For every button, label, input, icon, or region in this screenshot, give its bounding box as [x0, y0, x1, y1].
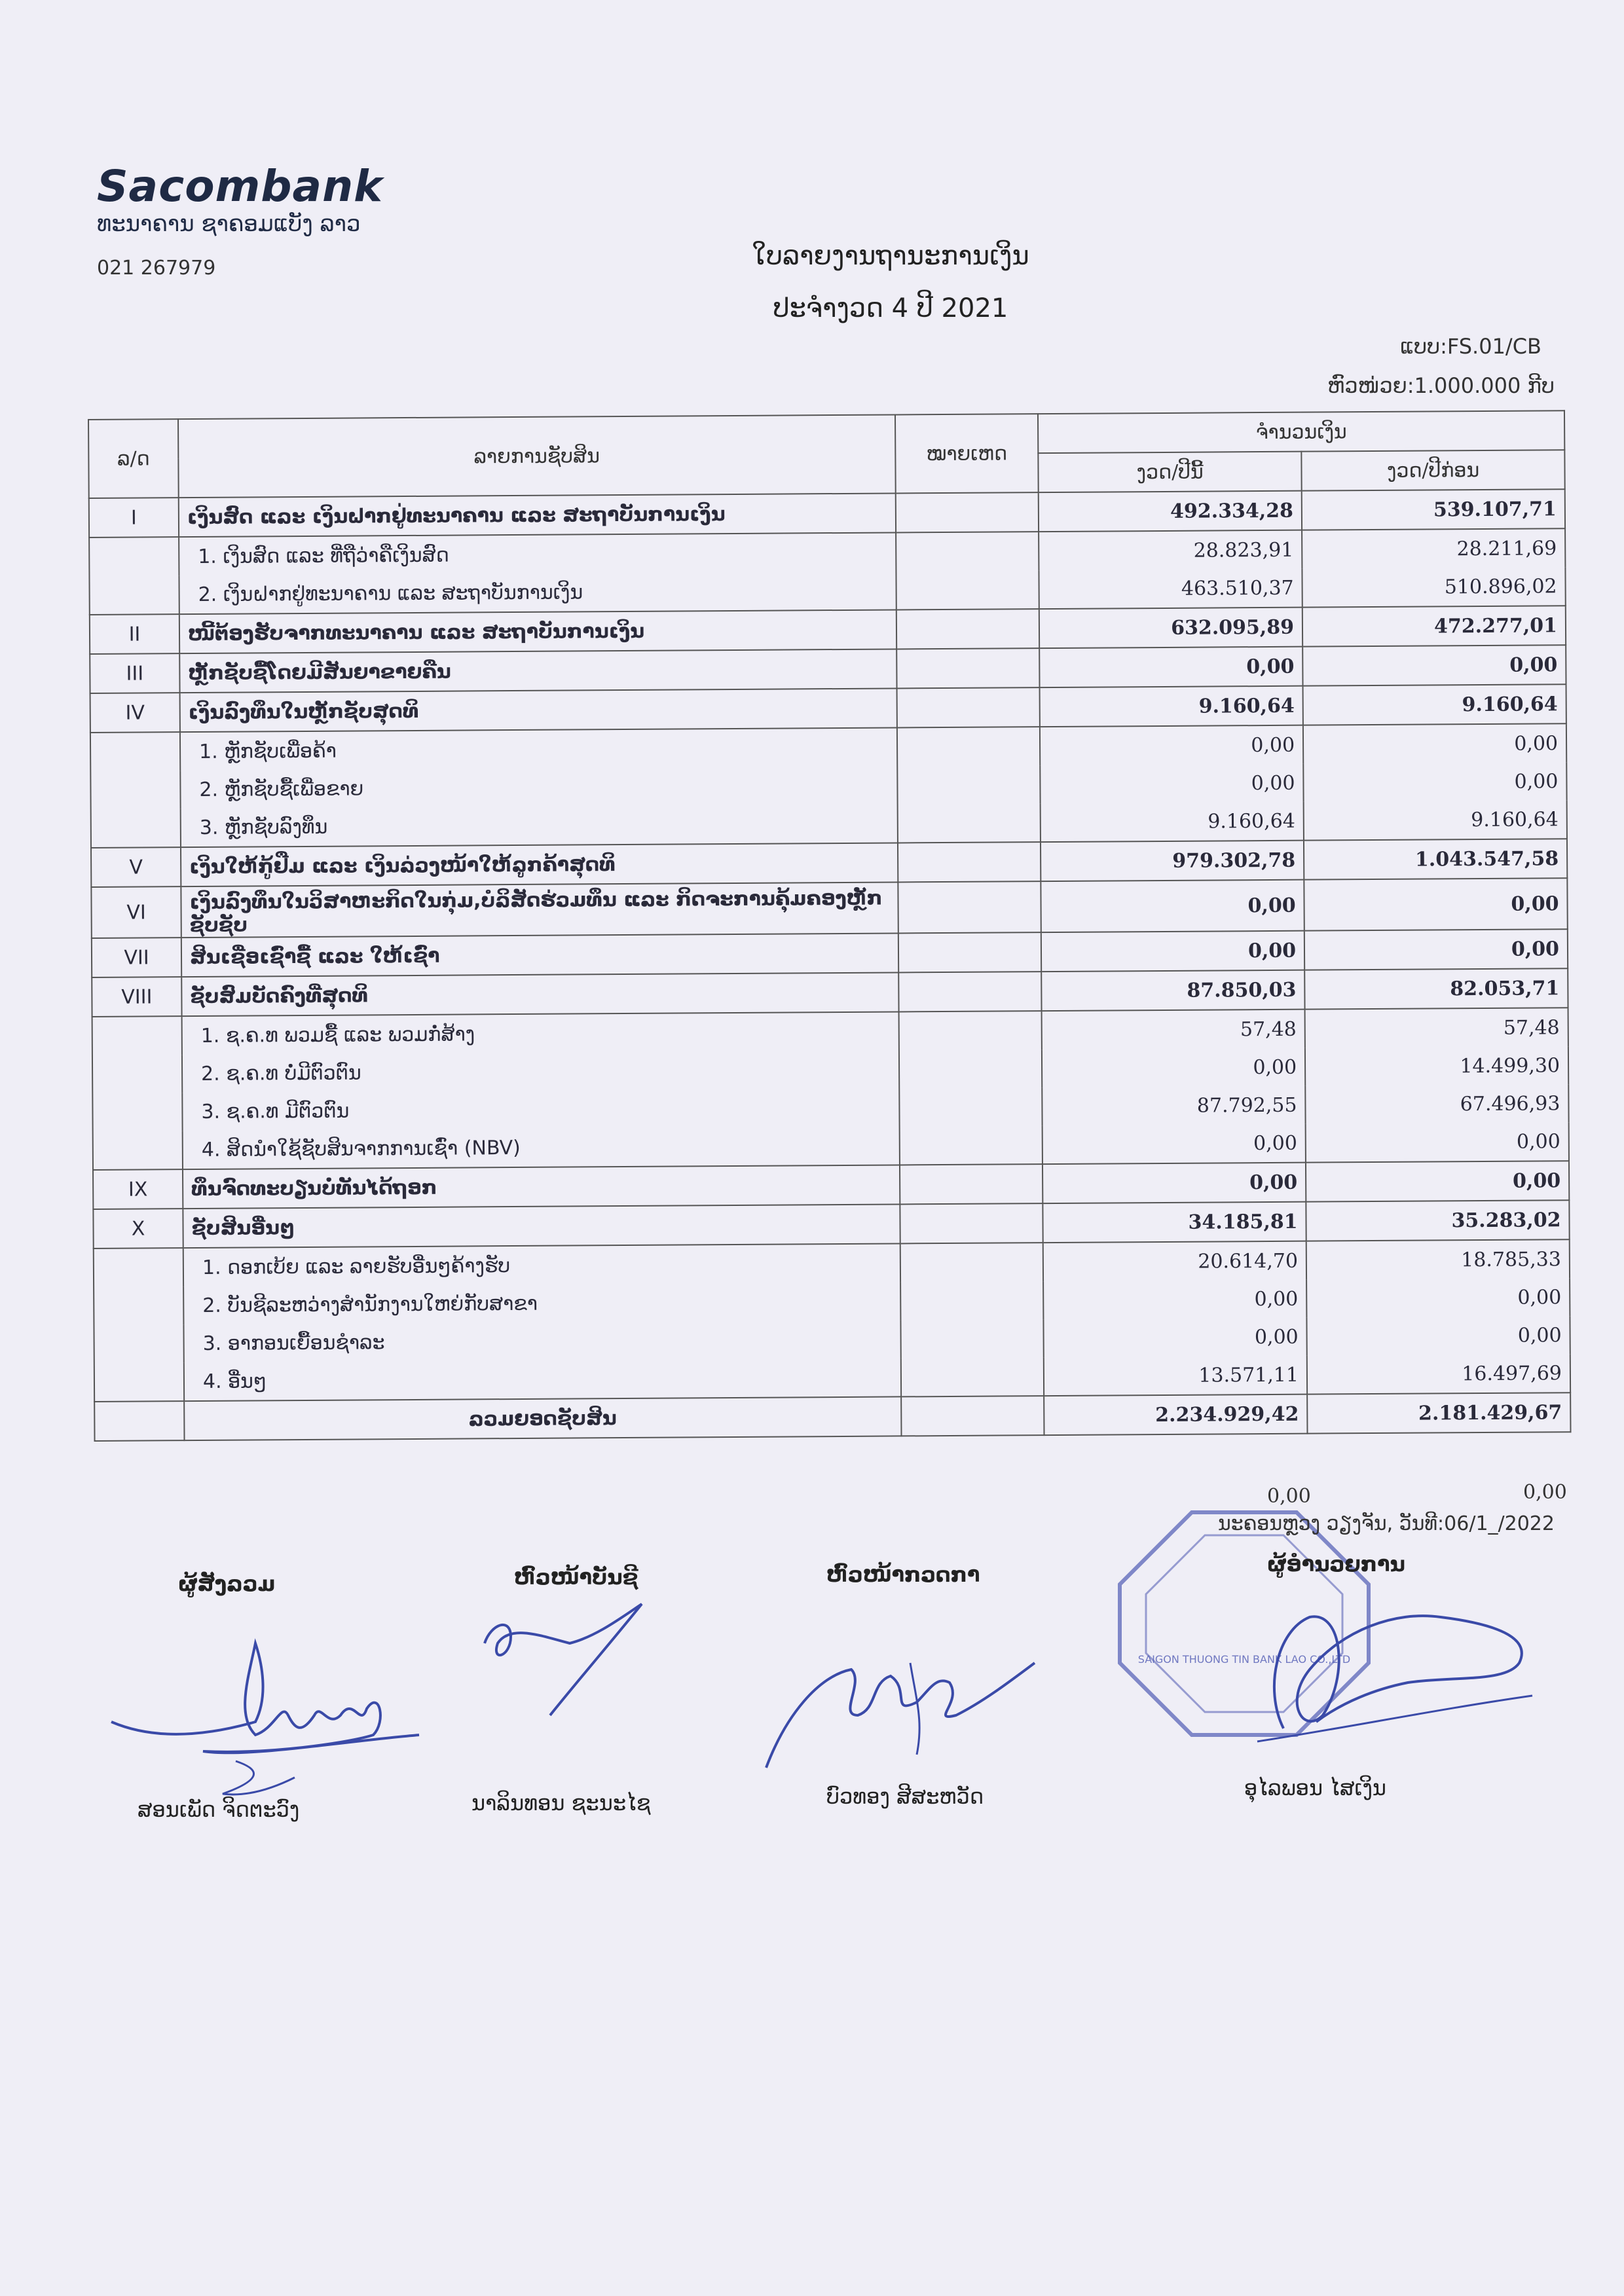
total-current: 2.234.929,42	[1044, 1394, 1307, 1435]
row-note	[896, 648, 1040, 688]
row-note	[899, 1087, 1043, 1126]
row-previous: 57,48	[1305, 1008, 1568, 1048]
row-previous: 18.785,33	[1306, 1239, 1570, 1279]
row-current: 0,00	[1043, 1280, 1306, 1319]
row-note	[895, 492, 1039, 532]
row-note	[898, 842, 1041, 882]
header-note: ໝາຍເຫດ	[895, 414, 1039, 493]
row-label: ຫຼັກຊັບຊື້ໂດຍມີສັນຍາຂາຍຄືນ	[179, 649, 896, 693]
row-number: III	[90, 653, 179, 693]
report-title: ໃບລາຍງານຖານະການເງິນ	[752, 241, 1029, 271]
row-previous: 9.160,64	[1304, 800, 1567, 840]
row-label: ໜີ້ຕ້ອງຮັບຈາກທະນາຄານ ແລະ ສະຖາບັນການເງິນ	[179, 610, 896, 653]
row-note	[898, 972, 1042, 1011]
sig-title-chief-accountant: ຫົວໜ້າບັນຊີ	[514, 1565, 638, 1590]
sig-name-inspector: ບົວທອງ ສີສະຫວັດ	[826, 1784, 984, 1809]
row-label: ຊັບສົມບັດຄົງທີ່ສຸດທິ	[181, 972, 898, 1016]
row-label: 2. ຫຼັກຊັບຊື້ເພື່ອຂາຍ	[180, 766, 897, 809]
row-label: 1. ຊ.ຄ.ທ ພວມຊື້ ແລະ ພວມກໍ່ສ້າງ	[182, 1011, 899, 1055]
row-note	[896, 570, 1039, 610]
bank-logo	[97, 161, 383, 237]
row-previous: 0,00	[1307, 1316, 1570, 1355]
row-label: ເງິນສົດ ແລະ ເງິນຝາກຢູ່ທະນາຄານ ແລະ ສະຖາບັນການເງິນ	[179, 493, 896, 537]
header-amount: ຈຳນວນເງິນ	[1038, 410, 1564, 453]
row-number	[94, 1362, 184, 1402]
row-previous: 472.277,01	[1302, 606, 1566, 646]
row-previous: 28.211,69	[1302, 528, 1565, 568]
row-current: 0,00	[1044, 1318, 1307, 1357]
row-current: 20.614,70	[1043, 1241, 1306, 1281]
row-note	[898, 932, 1042, 972]
row-label: 1. ເງິນສົດ ແລະ ທີ່ຖືວ່າຄືເງິນສົດ	[179, 532, 896, 575]
row-note	[896, 532, 1039, 571]
row-previous: 0,00	[1306, 1122, 1569, 1162]
sig-title-compiler: ຜູ້ສັງລວມ	[178, 1571, 276, 1596]
row-label: 3. ອາກອນເຍື້ອນຊຳລະ	[183, 1320, 900, 1362]
row-note	[900, 1203, 1043, 1243]
row-note	[900, 1281, 1044, 1320]
bank-name: Sacombank	[97, 161, 383, 211]
row-number	[91, 809, 181, 848]
row-number	[89, 537, 179, 576]
row-label: 4. ອື່ນໆ	[184, 1358, 901, 1401]
row-current: 87.850,03	[1041, 970, 1304, 1011]
table-row	[91, 878, 1567, 938]
row-previous: 67.496,93	[1305, 1084, 1568, 1123]
row-current: 0,00	[1039, 647, 1302, 687]
row-current: 0,00	[1042, 1048, 1305, 1087]
row-note	[897, 727, 1041, 766]
row-current: 0,00	[1043, 1124, 1306, 1164]
row-current: 9.160,64	[1040, 686, 1303, 727]
row-number: VI	[91, 886, 181, 938]
row-current: 492.334,28	[1039, 491, 1302, 532]
below-current: 0,00	[1267, 1485, 1311, 1508]
row-current: 28.823,91	[1039, 530, 1302, 570]
row-note	[900, 1243, 1043, 1282]
row-current: 0,00	[1043, 1163, 1306, 1203]
row-previous: 0,00	[1306, 1161, 1569, 1201]
row-number	[94, 1324, 183, 1363]
stamp-text: SAIGON THUONG TIN BANK LAO CO.,LTD	[1137, 1653, 1351, 1666]
below-previous: 0,00	[1523, 1481, 1567, 1504]
row-number: IX	[93, 1169, 183, 1209]
row-label: 1. ດອກເບ້ຍ ແລະ ລາຍຮັບອື່ນໆຄ້າງຮັບ	[183, 1243, 900, 1286]
row-number	[90, 732, 180, 771]
row-current: 34.185,81	[1043, 1202, 1306, 1243]
sig-name-director: ອຸໄລພອນ ໄສເງິນ	[1244, 1776, 1386, 1800]
row-note	[899, 1125, 1043, 1165]
row-label: ເງິນລົງທຶນໃນຫຼັກຊັບສຸດທິ	[180, 688, 897, 732]
row-label: ຊັບສິນອື່ນໆ	[183, 1204, 900, 1248]
row-number: I	[89, 498, 179, 538]
table-body	[89, 489, 1570, 1402]
row-current: 13.571,11	[1044, 1356, 1307, 1396]
total-no-cell	[94, 1401, 184, 1441]
row-previous: 35.283,02	[1306, 1200, 1569, 1241]
row-note	[898, 1011, 1042, 1050]
row-number: II	[90, 614, 179, 654]
signature-director	[1244, 1571, 1545, 1755]
row-previous: 0,00	[1302, 645, 1566, 685]
row-current: 463.510,37	[1039, 569, 1302, 609]
row-number	[94, 1286, 183, 1325]
row-number	[92, 1093, 182, 1131]
header-current: ງວດ/ປີນີ້	[1039, 452, 1302, 492]
row-label: 2. ຊ.ຄ.ທ ບໍ່ມີຕົວຕົນ	[182, 1050, 899, 1093]
sig-title-director: ຜູ້ອຳນວຍການ	[1267, 1552, 1405, 1576]
report-period: ປະຈຳງວດ 4 ປີ 2021	[773, 293, 1008, 323]
row-label: 2. ບັນຊີລະຫວ່າງສຳນັກງານໃຫຍ່ກັບສາຂາ	[183, 1282, 900, 1324]
row-number: V	[91, 847, 181, 887]
row-number: VIII	[92, 977, 181, 1017]
signature-inspector	[760, 1624, 1048, 1781]
row-note	[897, 765, 1041, 804]
row-note	[897, 803, 1041, 843]
row-label: 3. ຊ.ຄ.ທ ມີຕົວຕົນ	[182, 1088, 899, 1131]
row-number	[89, 575, 179, 615]
row-previous: 0,00	[1306, 1278, 1570, 1317]
row-previous: 9.160,64	[1303, 684, 1566, 725]
row-note	[899, 1049, 1043, 1088]
signature-compiler	[105, 1637, 432, 1807]
row-number: X	[93, 1209, 183, 1248]
bank-phone: 021 267979	[97, 257, 216, 280]
total-note-cell	[901, 1396, 1044, 1436]
row-current: 57,48	[1042, 1010, 1305, 1049]
row-previous: 1.043.547,58	[1304, 839, 1567, 879]
row-number	[94, 1248, 183, 1287]
row-previous: 510.896,02	[1302, 567, 1566, 607]
row-note	[898, 881, 1041, 933]
row-current: 0,00	[1041, 880, 1304, 932]
row-current: 632.095,89	[1039, 608, 1302, 648]
row-current: 87.792,55	[1042, 1086, 1305, 1125]
row-label: 2. ເງິນຝາກຢູ່ທະນາຄານ ແລະ ສະຖາບັນການເງິນ	[179, 571, 896, 614]
row-note	[900, 1319, 1044, 1358]
total-label: ລວມຍອດຊັບສິນ	[184, 1396, 901, 1440]
balance-sheet-table	[88, 410, 1571, 1442]
row-label: ທຶນຈົດທະບຽນບໍ່ທັນໄດ້ຖອກ	[183, 1165, 900, 1209]
header-no: ລ/ດ	[88, 419, 179, 498]
sig-name-compiler: ສອນເພັດ ຈິດຕະວົງ	[138, 1797, 300, 1822]
row-previous: 14.499,30	[1305, 1046, 1568, 1085]
header-previous: ງວດ/ປີກ່ອນ	[1301, 450, 1564, 490]
row-label: ເງິນໃຫ້ກູ້ຢືມ ແລະ ເງິນລ່ວງໜ້າໃຫ້ລູກຄ້າສຸດທິ	[181, 843, 898, 886]
bank-name-lao: ທະນາຄານ ຊາຄອມແບັງ ລາວ	[97, 211, 361, 237]
row-previous: 539.107,71	[1302, 489, 1565, 530]
row-note	[896, 687, 1040, 727]
row-previous: 0,00	[1304, 929, 1568, 970]
row-previous: 82.053,71	[1304, 968, 1568, 1009]
row-current: 9.160,64	[1041, 802, 1304, 842]
row-number	[92, 1055, 182, 1093]
row-note	[900, 1164, 1043, 1204]
row-note	[896, 609, 1040, 649]
row-number: IV	[90, 693, 180, 733]
sig-title-inspector: ຫົວໜ້າກວດກາ	[826, 1562, 980, 1587]
row-current: 979.302,78	[1041, 841, 1304, 881]
row-label: ເງິນລົງທຶນໃນວິສາຫະກິດໃນກຸ່ມ,ບໍລິສັດຮ່ວມທຶນ ແລະ ກິດຈະການຄຸ້ມຄອງຫຼັກຊັບຊັບ	[181, 882, 898, 938]
row-label: ສິນເຊື່ອເຊົ່າຊື້ ແລະ ໃຫ້ເຊົ່າ	[181, 933, 898, 977]
row-number: VII	[92, 938, 181, 977]
signature-chief-accountant	[471, 1597, 655, 1728]
row-number	[90, 771, 180, 809]
row-current: 0,00	[1040, 764, 1303, 803]
row-previous: 0,00	[1303, 762, 1566, 801]
sig-name-chief-accountant: ນາລິນທອນ ຊະນະໄຊ	[471, 1791, 651, 1815]
row-previous: 0,00	[1303, 723, 1566, 763]
header-item: ລາຍການຊັບສິນ	[178, 414, 895, 498]
unit-label: ຫົວໜ່ວຍ:1.000.000 ກີບ	[1327, 373, 1555, 398]
row-number	[92, 1016, 182, 1055]
form-code: ແບບ:FS.01/CB	[1400, 334, 1541, 359]
row-label: 3. ຫຼັກຊັບລົງທຶນ	[181, 804, 898, 847]
row-label: 1. ຫຼັກຊັບເພື່ອຄ້າ	[180, 727, 897, 771]
row-note	[901, 1357, 1044, 1396]
row-previous: 0,00	[1304, 878, 1567, 930]
row-label: 4. ສິດນຳໃຊ້ຊັບສິນຈາກການເຊົ່າ (NBV)	[183, 1126, 900, 1169]
place-date: ນະຄອນຫຼວງ ວຽງຈັນ, ວັນທີ:06/1_/2022	[1218, 1512, 1555, 1535]
total-previous: 2.181.429,67	[1307, 1393, 1570, 1433]
row-previous: 16.497,69	[1307, 1354, 1570, 1394]
row-current: 0,00	[1041, 931, 1304, 972]
row-current: 0,00	[1040, 725, 1303, 765]
total-row	[94, 1393, 1570, 1441]
row-number	[93, 1131, 183, 1170]
